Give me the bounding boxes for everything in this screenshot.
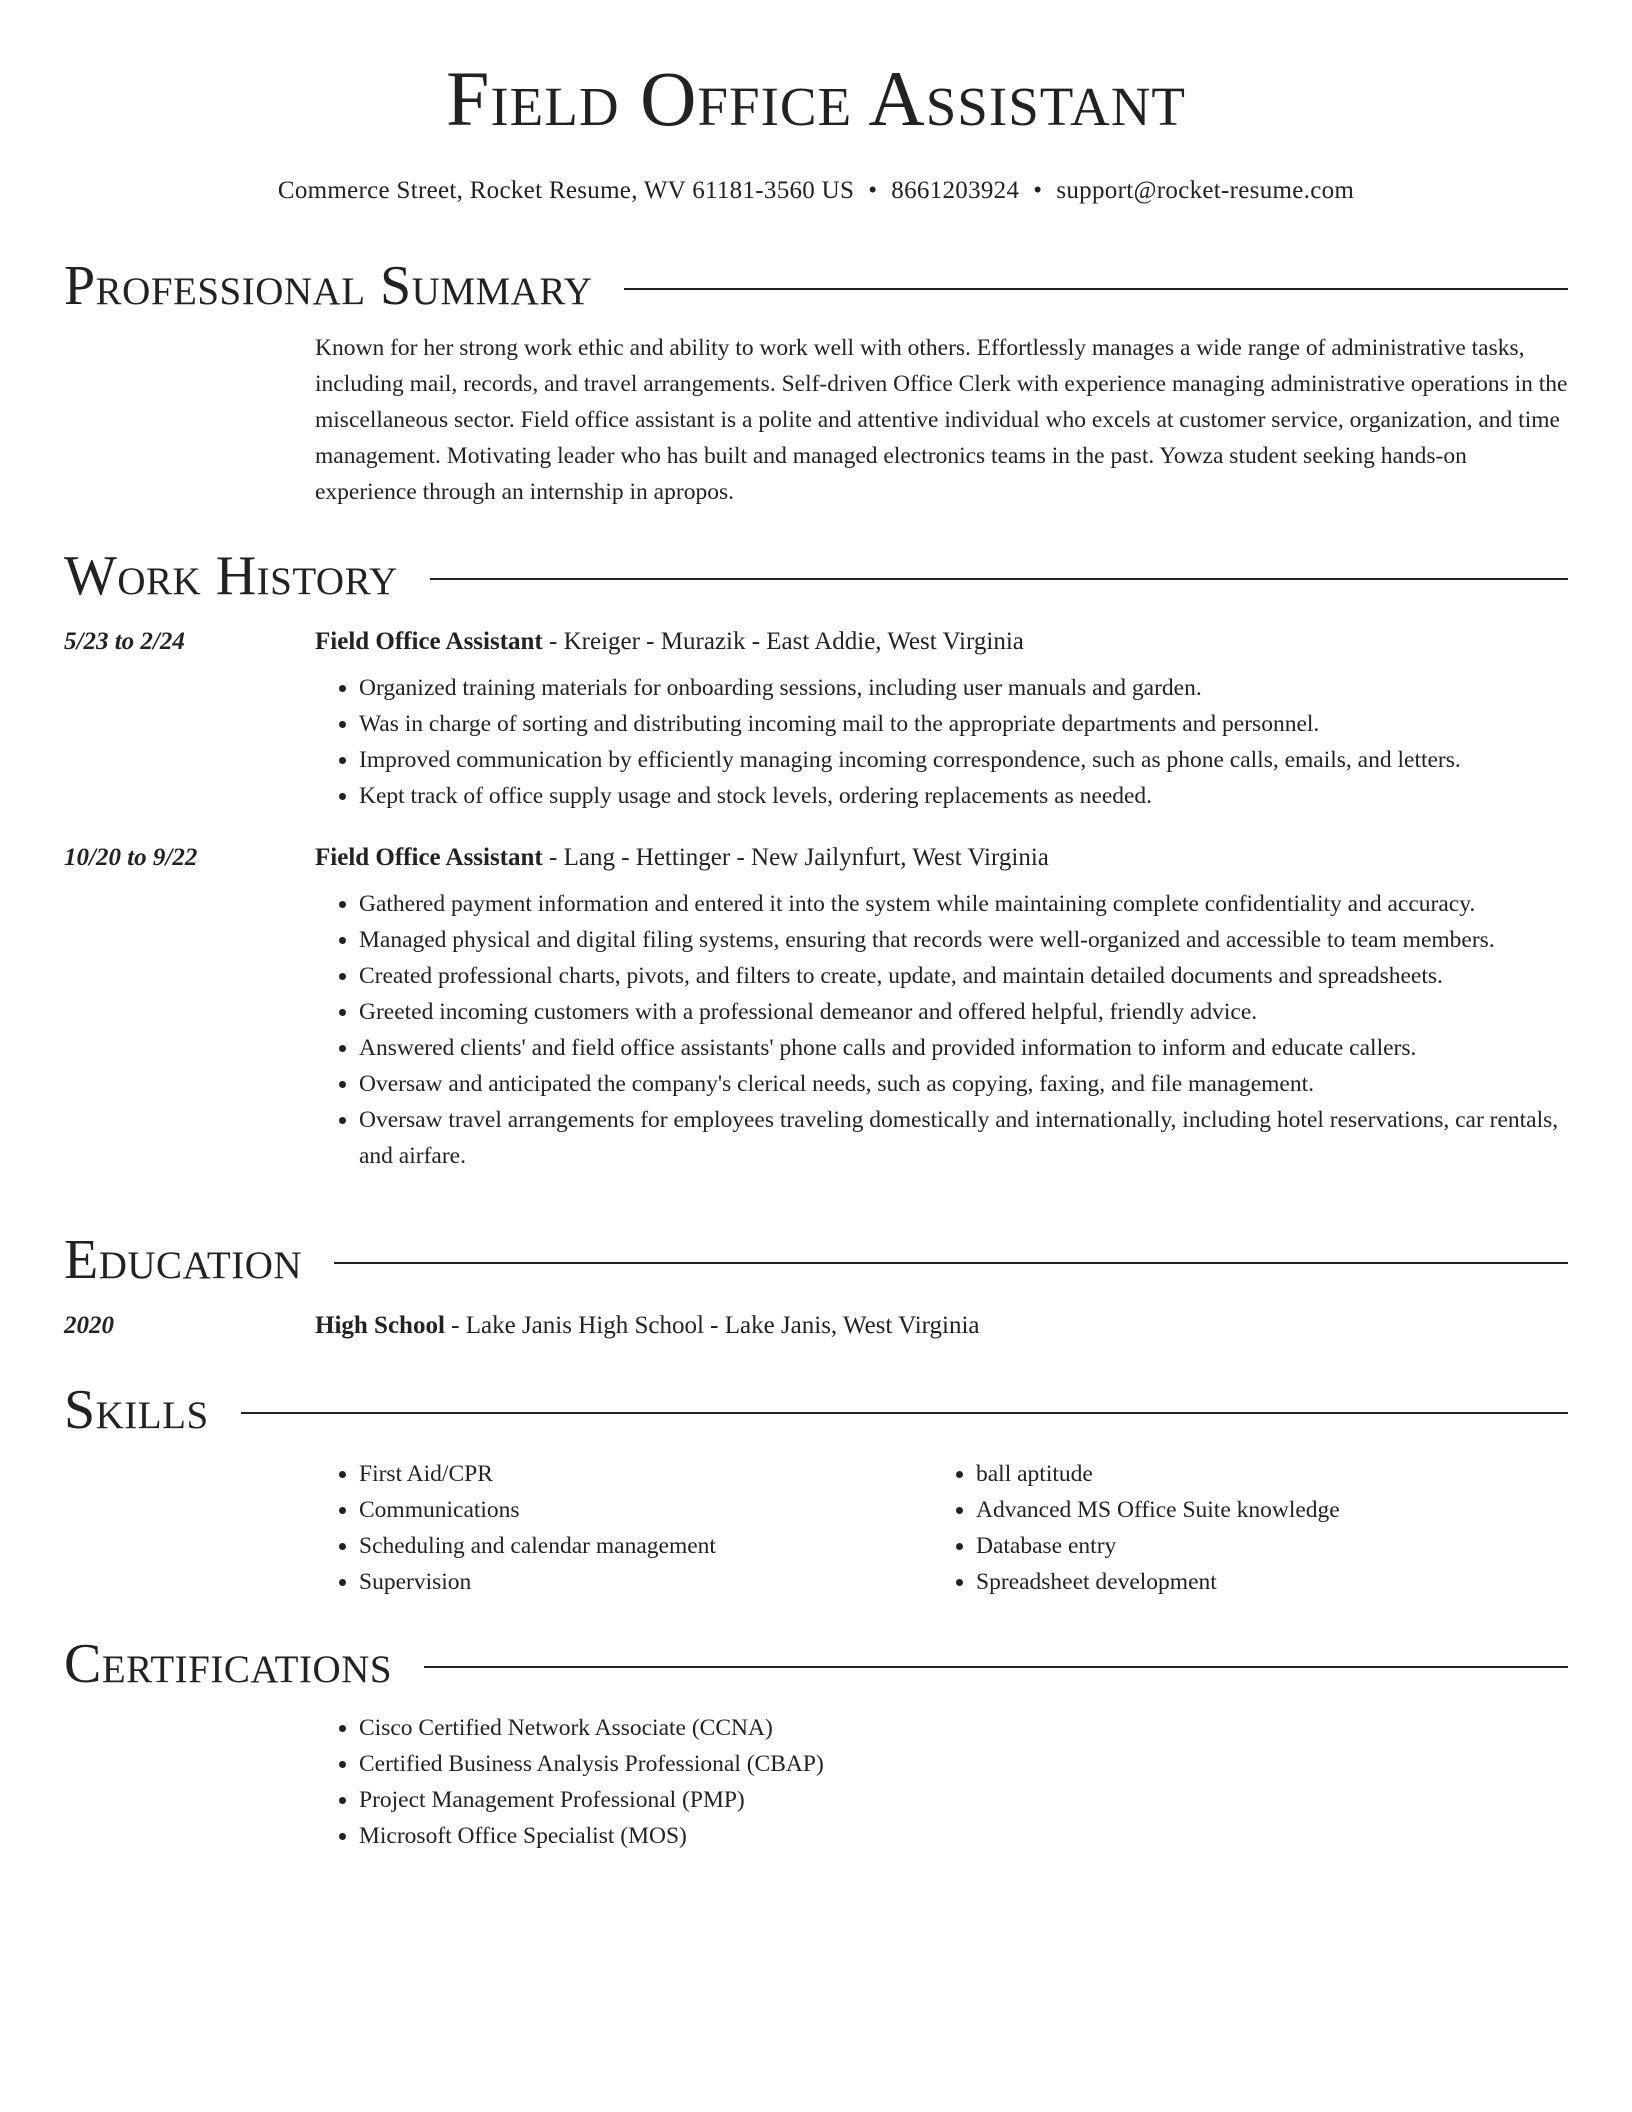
education-section: [64, 1222, 1568, 1346]
list-item: • Improved communication by efficiently managing incoming correspondence, such as phone calls, emails, and letters.: [359, 742, 1568, 778]
section-divider: [241, 1412, 1568, 1414]
education-year: 2020: [64, 1312, 114, 1339]
skills-section: [64, 1372, 1568, 1600]
section-header: [64, 248, 1568, 324]
section-header: [64, 538, 1568, 614]
job-bullets: [315, 670, 1568, 814]
resume-name: Field Office Assistant: [445, 55, 1187, 142]
list-item: • Certified Business Analysis Professional (CBAP): [359, 1746, 1568, 1782]
list-item: • Organized training materials for onboarding sessions, including user manuals and garden.: [359, 670, 1568, 706]
job-employer: - Lang - Hettinger - New Jailynfurt, West Virginia: [542, 844, 1049, 871]
section-title: Work History: [64, 545, 398, 607]
list-item: • Managed physical and digital filing systems, ensuring that records were well-organized and accessible to team members.: [359, 922, 1568, 958]
list-item: • Gathered payment information and entered it into the system while maintaining complete confidentiality and accuracy.: [359, 886, 1568, 922]
list-item: • Spreadsheet development: [976, 1564, 1549, 1600]
list-item: • Scheduling and calendar management: [359, 1528, 932, 1564]
job-title: Field Office Assistant: [315, 628, 543, 655]
job-heading: [315, 622, 1568, 662]
list-item: • Supervision: [359, 1564, 932, 1600]
contact-phone: 8661203924: [891, 177, 1020, 204]
section-divider: [624, 288, 1568, 290]
summary-text: Known for her strong work ethic and ability to work well with others. Effortlessly manages a wide range of administrative tasks, including mail, records, and travel arrangements. Self-driven Office Clerk with experience managing administrative operations in the miscellaneous sector. Field office assistant is a polite and attentive individual who excels at customer service, organization, and time management. Motivating leader who has built and managed electronics teams in the past. Yowza student seeking hands-on experience through an internship in apropos.: [315, 335, 1568, 505]
contact-email: support@rocket-resume.com: [1056, 177, 1355, 204]
job-employer: - Kreiger - Murazik - East Addie, West Virginia: [542, 628, 1024, 655]
work-history-section: [64, 538, 1568, 1174]
section-divider: [424, 1666, 1568, 1668]
job-entry: [64, 838, 1568, 1174]
section-title: Education: [64, 1229, 303, 1291]
list-item: • Microsoft Office Specialist (MOS): [359, 1818, 1568, 1854]
list-item: • Cisco Certified Network Associate (CCNA): [359, 1710, 1568, 1746]
section-header: [64, 1626, 1568, 1702]
contact-line: [0, 174, 1632, 208]
section-header: [64, 1222, 1568, 1298]
list-item: • Oversaw travel arrangements for employees traveling domestically and internationally, including hotel reservations, car rentals, and airfare.: [359, 1102, 1568, 1174]
education-entry: [64, 1306, 1568, 1346]
skills-grid: [315, 1456, 1568, 1600]
list-item: • Project Management Professional (PMP): [359, 1782, 1568, 1818]
section-divider: [430, 578, 1568, 580]
skills-column-right: [932, 1456, 1549, 1600]
certifications-list: [315, 1710, 1568, 1854]
education-heading: [315, 1306, 1568, 1346]
list-item: • Kept track of office supply usage and stock levels, ordering replacements as needed.: [359, 778, 1568, 814]
section-header: [64, 1372, 1568, 1448]
job-bullets: [315, 886, 1568, 1174]
summary-section: [64, 248, 1568, 510]
list-item: • Advanced MS Office Suite knowledge: [976, 1492, 1549, 1528]
education-school: - Lake Janis High School - Lake Janis, West Virginia: [444, 1312, 980, 1339]
list-item: • Created professional charts, pivots, and filters to create, update, and maintain detailed documents and spreadsheets.: [359, 958, 1568, 994]
section-title: Certifications: [64, 1633, 393, 1695]
job-heading: [315, 838, 1568, 878]
list-item: • Database entry: [976, 1528, 1549, 1564]
section-title: Skills: [64, 1379, 209, 1441]
skills-column-left: [315, 1456, 932, 1600]
job-dates: 5/23 to 2/24: [64, 628, 185, 655]
job-title: Field Office Assistant: [315, 844, 543, 871]
list-item: • Communications: [359, 1492, 932, 1528]
contact-separator: •: [1033, 177, 1043, 204]
list-item: • Oversaw and anticipated the company's clerical needs, such as copying, faxing, and file management.: [359, 1066, 1568, 1102]
education-degree: High School: [315, 1312, 445, 1339]
list-item: • ball aptitude: [976, 1456, 1549, 1492]
list-item: • First Aid/CPR: [359, 1456, 932, 1492]
list-item: • Greeted incoming customers with a professional demeanor and offered helpful, friendly advice.: [359, 994, 1568, 1030]
contact-separator: •: [868, 177, 878, 204]
contact-address: Commerce Street, Rocket Resume, WV 61181-3560 US: [277, 177, 855, 204]
section-divider: [334, 1262, 1568, 1264]
list-item: • Was in charge of sorting and distributing incoming mail to the appropriate departments and personnel.: [359, 706, 1568, 742]
job-dates: 10/20 to 9/22: [64, 844, 198, 871]
list-item: • Answered clients' and field office assistants' phone calls and provided information to inform and educate callers.: [359, 1030, 1568, 1066]
job-entry: [64, 622, 1568, 814]
section-title: Professional Summary: [64, 255, 593, 317]
certifications-section: [64, 1626, 1568, 1854]
